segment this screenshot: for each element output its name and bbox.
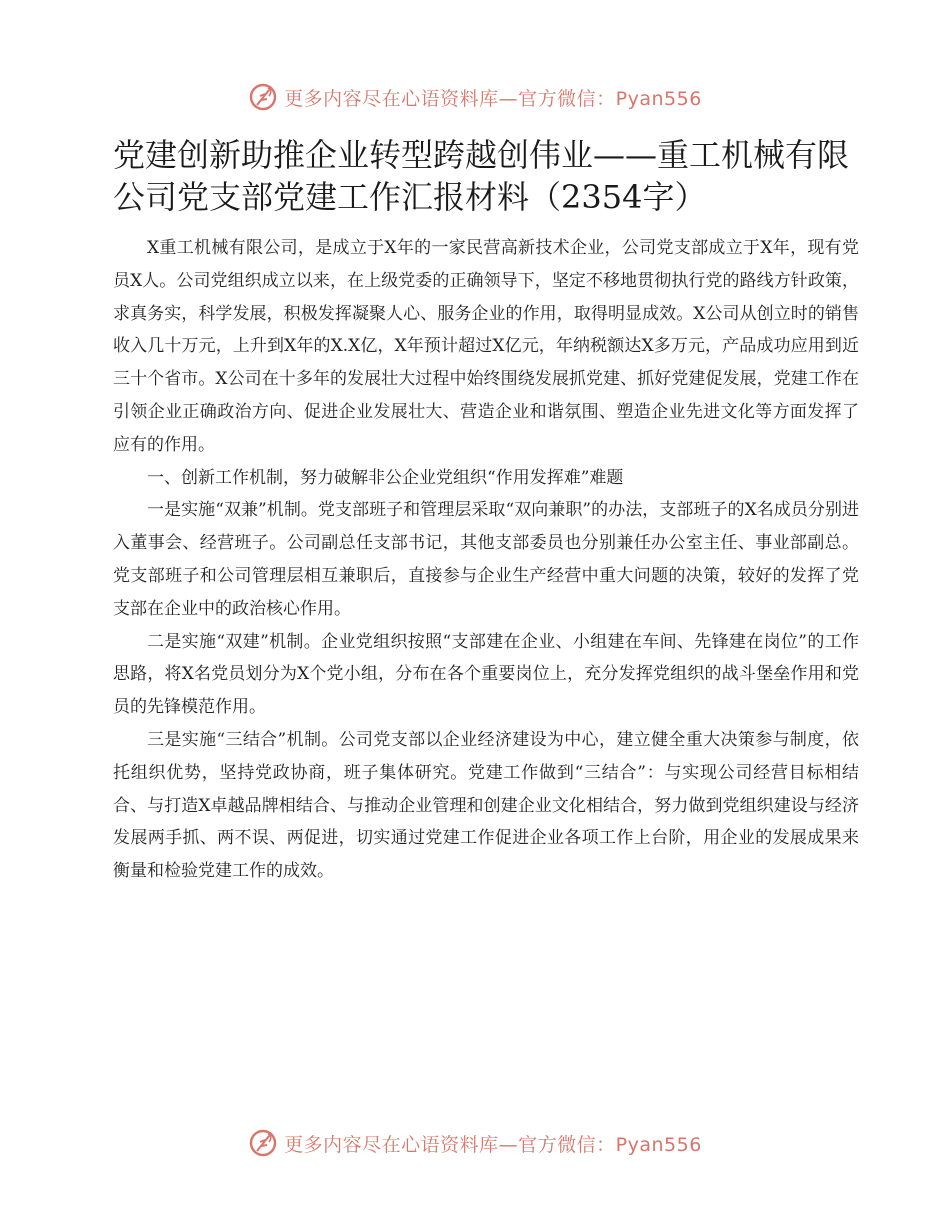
feather-logo-icon [248,82,278,112]
watermark-footer [0,1128,950,1158]
document-body [113,232,859,888]
paragraph-sanjiehe: 三是实施“三结合”机制。公司党支部以企业经济建设为中心，建立健全重大决策参与制度，依托组织优势，坚持党政协商，班子集体研究。党建工作做到“三结合”：与实现公司经营目标相结合、与打造X卓越品牌相结合、与推动企业管理和创建企业文化相结合，努力做到党组织建设与经济发展两手抓、两不误、两促进，切实通过党建工作促进企业各项工作上台阶，用企业的发展成果来衡量和检验党建工作的成效。 [113,729,859,882]
document-title: 党建创新助推企业转型跨越创伟业——重工机械有限公司党支部党建工作汇报材料（2354字） [113,136,850,216]
section-heading-1: 一、创新工作机制，努力破解非公企业党组织“作用发挥难”难题 [147,467,624,488]
watermark-text: 更多内容尽在心语资料库—官方微信：Pyan556 [284,87,702,110]
paragraph-shuangjian-2: 二是实施“双建”机制。企业党组织按照“支部建在企业、小组建在车间、先锋建在岗位”的工作思路，将X名党员划分为X个党小组，分布在各个重要岗位上，充分发挥党组织的战斗堡垒作用和党员的先锋模范作用。 [113,631,860,718]
watermark-header [0,82,950,112]
paragraph-shuangjian: 一是实施“双兼”机制。党支部班子和管理层采取“双向兼职”的办法，支部班子的X名成员分别进入董事会、经营班子。公司副总任支部书记，其他支部委员也分别兼任办公室主任、事业部副总。党支部班子和公司管理层相互兼职后，直接参与企业生产经营中重大问题的决策，较好的发挥了党支部在企业中的政治核心作用。 [113,500,859,619]
watermark-text: 更多内容尽在心语资料库—官方微信：Pyan556 [284,1133,702,1156]
feather-logo-icon [248,1128,278,1158]
paragraph-intro: X重工机械有限公司，是成立于X年的一家民营高新技术企业，公司党支部成立于X年，现有党员X人。公司党组织成立以来，在上级党委的正确领导下，坚定不移地贯彻执行党的路线方针政策，求真务实，科学发展，积极发挥凝聚人心、服务企业的作用，取得明显成效。X公司从创立时的销售收入几十万元，上升到X年的X.X亿，X年预计超过X亿元，年纳税额达X多万元，产品成功应用到近三十个省市。X公司在十多年的发展壮大过程中始终围绕发展抓党建、抓好党建促发展，党建工作在引领企业正确政治方向、促进企业发展壮大、营造企业和谐氛围、塑造企业先进文化等方面发挥了应有的作用。 [113,238,859,455]
